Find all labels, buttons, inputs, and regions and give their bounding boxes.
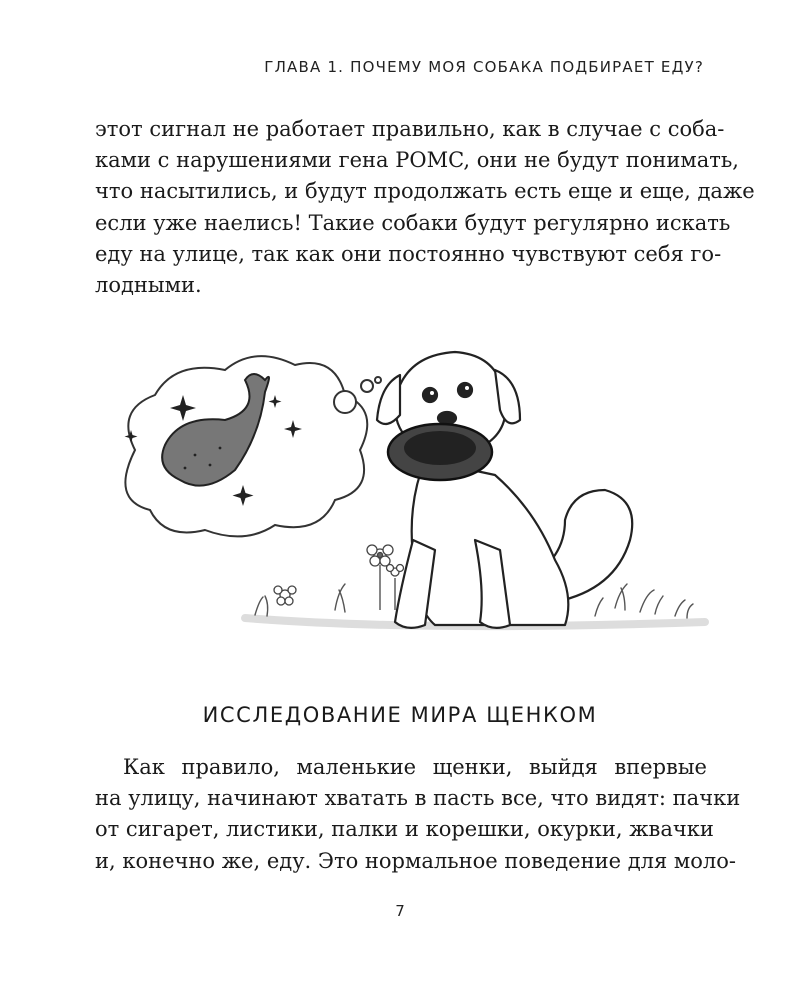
page-number: 7 bbox=[395, 902, 405, 920]
dog-icon bbox=[377, 352, 632, 628]
text-line: что насытились, и будут продолжать есть еще и еще, даже bbox=[95, 179, 755, 204]
bowl-icon bbox=[388, 424, 492, 480]
running-head: ГЛАВА 1. ПОЧЕМУ МОЯ СОБАКА ПОДБИРАЕТ ЕДУ? bbox=[264, 58, 704, 76]
flower-icon bbox=[274, 586, 296, 605]
text-line: лодными. bbox=[95, 273, 202, 298]
text-line: этот сигнал не работает правильно, как в случае с соба- bbox=[95, 117, 725, 141]
text-line: на улицу, начинают хватать в пасть все, что видят: пачки bbox=[95, 786, 741, 811]
text-line: ками с нарушениями гена POMC, они не будут понимать, bbox=[95, 148, 739, 173]
text-line: и, конечно же, еду. Это нормальное поведение для моло- bbox=[95, 848, 736, 873]
body-paragraph-1 bbox=[95, 114, 755, 301]
text-line: если уже наелись! Такие собаки будут регулярно искать bbox=[95, 210, 731, 235]
text-line: еду на улице, так как они постоянно чувствуют себя го- bbox=[95, 241, 722, 266]
text-line: Как правило, маленькие щенки, выйдя впервые bbox=[123, 755, 707, 779]
text-line: от сигарет, листики, палки и корешки, окурки, жвачки bbox=[95, 817, 714, 842]
dog-illustration bbox=[95, 340, 715, 650]
body-paragraph-2 bbox=[95, 752, 741, 877]
section-heading: ИССЛЕДОВАНИЕ МИРА ЩЕНКОМ bbox=[202, 703, 598, 727]
